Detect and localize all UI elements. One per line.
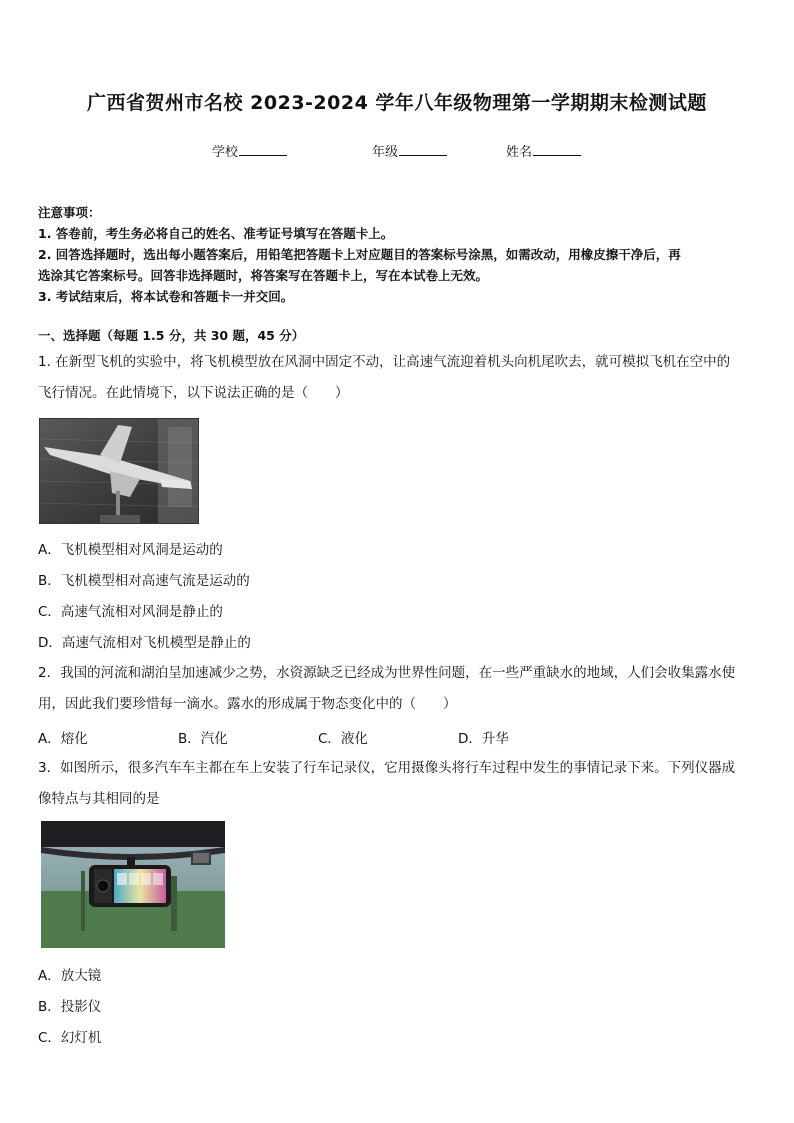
section-heading: 一、选择题（每题 1.5 分，共 30 题，45 分） <box>38 328 305 343</box>
q2-option-c[interactable]: C．液化 <box>318 731 368 747</box>
q1-option-c[interactable]: C．高速气流相对风洞是静止的 <box>38 604 223 620</box>
school-label: 学校 <box>212 145 239 160</box>
exam-notes <box>38 202 760 307</box>
q1-option-a[interactable]: A．飞机模型相对风洞是运动的 <box>38 542 223 558</box>
question-3-line-2: 像特点与其相同的是 <box>38 791 160 807</box>
name-field <box>506 141 581 160</box>
q2-option-d[interactable]: D．升华 <box>458 731 509 747</box>
q3-option-c[interactable]: C．幻灯机 <box>38 1030 102 1046</box>
dashcam-photo <box>41 821 225 948</box>
grade-field <box>372 141 447 160</box>
q2-option-a[interactable]: A．熔化 <box>38 731 88 747</box>
question-1-line-2: 飞行情况。在此情境下，以下说法正确的是（ ） <box>38 385 349 401</box>
note-item: 2. 回答选择题时，选出每小题答案后，用铅笔把答题卡上对应题目的答案标号涂黑，如需改动，用橡皮擦干净后，再 <box>38 247 681 262</box>
wind-tunnel-photo <box>39 418 199 524</box>
school-blank[interactable] <box>239 141 287 156</box>
q2-options <box>38 727 598 747</box>
grade-label: 年级 <box>372 145 399 160</box>
q1-option-d[interactable]: D．高速气流相对飞机模型是静止的 <box>38 635 251 651</box>
grade-blank[interactable] <box>399 141 447 156</box>
notes-heading: 注意事项： <box>38 205 101 220</box>
exam-title: 广西省贺州市名校 2023-2024 学年八年级物理第一学期期末检测试题 <box>87 92 707 114</box>
q1-option-b[interactable]: B．飞机模型相对高速气流是运动的 <box>38 573 250 589</box>
q3-option-b[interactable]: B．投影仪 <box>38 999 102 1015</box>
question-1-line-1: 1. 在新型飞机的实验中，将飞机模型放在风洞中固定不动，让高速气流迎着机头向机尾吹去，就可模拟飞机在空中的 <box>38 354 731 370</box>
school-field <box>212 141 287 160</box>
name-label: 姓名 <box>506 145 533 160</box>
name-blank[interactable] <box>533 141 581 156</box>
question-2-line-1: 2．我国的河流和湖泊呈加速减少之势，水资源缺乏已经成为世界性问题，在一些严重缺水的地域，人们会收集露水使 <box>38 665 736 681</box>
note-item: 3. 考试结束后，将本试卷和答题卡一并交回。 <box>38 289 294 304</box>
note-item: 1. 答卷前，考生务必将自己的姓名、准考证号填写在答题卡上。 <box>38 226 394 241</box>
note-item: 选涂其它答案标号。回答非选择题时，将答案写在答题卡上，写在本试卷上无效。 <box>38 268 489 283</box>
q2-option-b[interactable]: B．汽化 <box>178 731 228 747</box>
question-3-line-1: 3．如图所示，很多汽车车主都在车上安装了行车记录仪，它用摄像头将行车过程中发生的事情记录下来。下列仪器成 <box>38 760 736 776</box>
question-2-line-2: 用，因此我们要珍惜每一滴水。露水的形成属于物态变化中的（ ） <box>38 696 457 712</box>
q3-option-a[interactable]: A．放大镜 <box>38 968 102 984</box>
